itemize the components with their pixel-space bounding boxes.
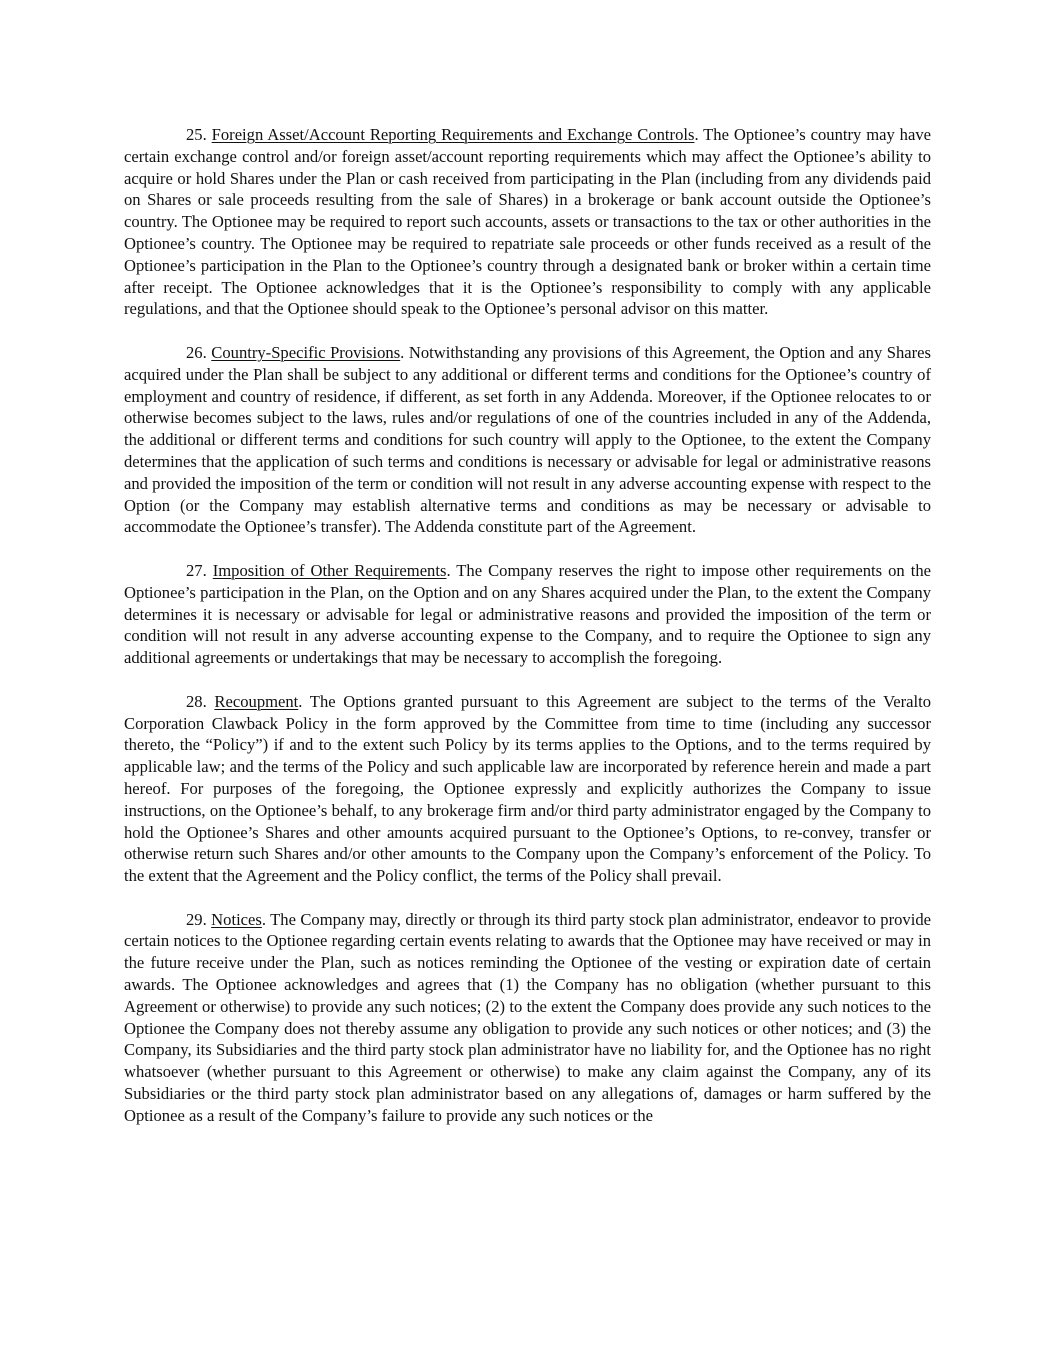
section-29: [124, 909, 931, 1127]
section-body: . The Options granted pursuant to this Agreement are subject to the terms of the Veralto Corporation Clawback Policy in the form approved by the Committee from time to time (including any successor thereto, the “Policy”) if and to the extent such Policy by its terms applies to the Options, and to the terms required by applicable law; and the terms of the Policy and such applicable law are incorporated by reference herein and made a part hereof. For purposes of the foregoing, the Optionee expressly and explicitly authorizes the Company to issue instructions, on the Optionee’s behalf, to any brokerage firm and/or third party administrator engaged by the Company to hold the Optionee’s Shares and other amounts acquired pursuant to the Optionee’s Options, to re-convey, transfer or otherwise return such Shares and/or other amounts to the Company upon the Company’s enforcement of the Policy. To the extent that the Agreement and the Policy conflict, the terms of the Policy shall prevail.: [124, 691, 931, 886]
section-body: . Notwithstanding any provisions of this Agreement, the Option and any Shares acquired under the Plan shall be subject to any additional or different terms and conditions for the Optionee’s country of employment and country of residence, if different, as set forth in any Addenda. Moreover, if the Optionee relocates to or otherwise becomes subject to the laws, rules and/or regulations of one of the countries included in any of the Addenda, the additional or different terms and conditions for such country will apply to the Optionee, to the extent the Company determines that the application of such terms and conditions is necessary or advisable for legal or administrative reasons and provided the imposition of the term or condition will not result in any adverse accounting expense with respect to the Option (or the Company may establish alternative terms and conditions as may be necessary or advisable to accommodate the Optionee’s transfer). The Addenda constitute part of the Agreement.: [124, 342, 932, 537]
section-number: 25.: [186, 125, 207, 144]
section-body: . The Company may, directly or through its third party stock plan administrator, endeavor to provide certain notices to the Optionee regarding certain events relating to awards that the Optionee may have received or may in the future receive under the Plan, such as notices reminding the Optionee of the vesting or expiration date of certain awards. The Optionee acknowledges and agrees that (1) the Company has no obligation (whether pursuant to this Agreement or otherwise) to provide any such notices; (2) to the extent the Company does provide any such notices to the Optionee the Company does not thereby assume any obligation to provide any such notices or other notices; and (3) the Company, its Subsidiaries and the third party stock plan administrator have no liability for, and the Optionee has no right whatsoever (whether pursuant to this Agreement or otherwise) to make any claim against the Company, any of its Subsidiaries or the third party stock plan administrator based on any allegations of, damages or harm suffered by the Optionee as a result of the Company’s failure to provide any such notices or the: [124, 909, 931, 1125]
section-heading: Country-Specific Provisions: [211, 342, 401, 362]
section-number: 27.: [186, 560, 207, 580]
section-27: [124, 560, 931, 669]
section-heading: Foreign Asset/Account Reporting Requirements and Exchange Controls: [211, 125, 695, 144]
document-page: [124, 124, 931, 1148]
section-body: . The Company reserves the right to impose other requirements on the Optionee’s participation in the Plan, on the Option and on any Shares acquired under the Plan, to the extent the Company determines it is necessary or advisable for legal or administrative reasons and provided the imposition of the term or condition will not result in any adverse accounting expense to the Company, and to require the Optionee to sign any additional agreements or undertakings that may be necessary to accomplish the foregoing.: [124, 560, 931, 668]
section-heading: Imposition of Other Requirements: [212, 560, 447, 580]
section-heading: Notices: [211, 909, 262, 929]
section-number: 29.: [186, 909, 207, 929]
section-number: 28.: [186, 691, 207, 711]
section-body: . The Optionee’s country may have certain exchange control and/or foreign asset/account reporting requirements which may affect the Optionee’s ability to acquire or hold Shares under the Plan or cash received from participating in the Plan (including from any dividends paid on Shares or sale proceeds resulting from the sale of Shares) in a brokerage or bank account outside the Optionee’s country. The Optionee may be required to report such accounts, assets or transactions to the tax or other authorities in the Optionee’s country. The Optionee may be required to repatriate sale proceeds or other funds received as a result of the Optionee’s participation in the Plan to the Optionee’s country through a designated bank or broker within a certain time after receipt. The Optionee acknowledges that it is the Optionee’s responsibility to comply with any applicable regulations, and that the Optionee should speak to the Optionee’s personal advisor on this matter.: [124, 125, 931, 319]
section-heading: Recoupment: [214, 691, 299, 711]
section-28: [124, 691, 931, 887]
section-26: [124, 342, 931, 538]
section-number: 26.: [186, 342, 207, 362]
section-25: [124, 124, 931, 320]
